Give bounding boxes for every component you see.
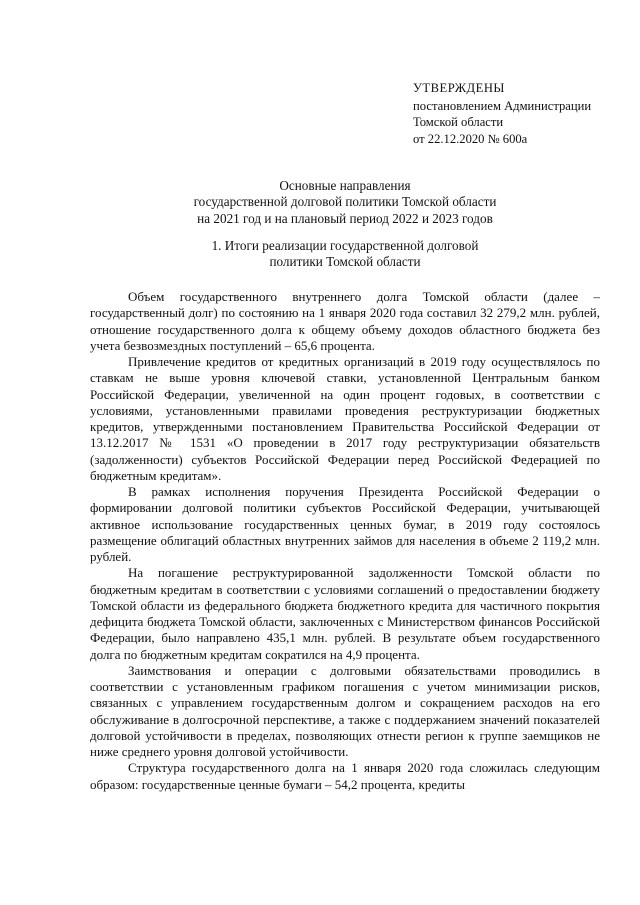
title-line: на 2021 год и на плановый период 2022 и 2023 годов xyxy=(197,210,493,226)
paragraph: Объем государственного внутреннего долга Томской области (далее – государственный долг) по состоянию на 1 января 2020 года составил 32 279,2 млн. рублей, отношение государственного долга к общему объему доходов областного бюджета без учета безвозмездных поступлений – 65,6 процента. xyxy=(90,289,600,353)
paragraph: Привлечение кредитов от кредитных организаций в 2019 году осуществлялось по ставкам не выше уровня ключевой ставки, установленной Центральным банком Российской Федерации, увеличенной на один процент годовых, в соответствии с условиями, установленными правилами проведения реструктуризации бюджетных кредитов, утвержденными постановлением Правительства Российской Федерации от 13.12.2017 № 1531 «О проведении в 2017 году реструктуризации обязательств (задолженности) субъектов Российской Федерации перед Российской Федерацией по бюджетным кредитам». xyxy=(90,354,600,483)
paragraph: Структура государственного долга на 1 января 2020 года сложилась следующим образом: государственные ценные бумаги – 54,2 процента, кредиты xyxy=(90,760,600,792)
section-heading-line: 1. Итоги реализации государственной долговой xyxy=(211,238,479,253)
section-heading xyxy=(90,238,600,271)
title-line: Основные направления xyxy=(279,178,411,193)
approval-header: УТВЕРЖДЕНЫ xyxy=(413,81,505,95)
paragraph: Заимствования и операции с долговыми обязательствами проводились в соответствии с установленным графиком погашения с учетом минимизации рисков, связанных с управлением государственным долгом и сокращением расходов на его обслуживание в долгосрочной перспективе, а также с поддержанием значений показателей долговой устойчивости в пределах, позволяющих отнести регион к группе заемщиков не ниже среднего уровня долговой устойчивости. xyxy=(90,662,600,759)
approval-line: от 22.12.2020 № 600а xyxy=(413,131,528,146)
paragraph: На погашение реструктурированной задолженности Томской области по бюджетным кредитам в соответствии с условиями соглашений о предоставлении бюджету Томской области из федерального бюджета бюджетного кредита для частичного покрытия дефицита бюджета Томской области, заключенных с Министерством финансов Российской Федерации, было направлено 435,1 млн. рублей. В результате объем государственного долга по бюджетным кредитам сократился на 4,9 процента. xyxy=(90,565,600,662)
section-heading-line: политики Томской области xyxy=(269,254,421,270)
document-title xyxy=(90,178,600,227)
paragraph: В рамках исполнения поручения Президента Российской Федерации о формировании долговой политики субъектов Российской Федерации, учитывающей активное использование государственных ценных бумаг, в 2019 году состоялось размещение облигаций областных внутренних займов для населения в объеме 2 119,2 млн. рублей. xyxy=(90,484,600,564)
approval-line: постановлением Администрации xyxy=(413,98,592,113)
approval-line: Томской области xyxy=(413,115,504,129)
title-line: государственной долговой политики Томской области xyxy=(193,194,497,210)
document-body xyxy=(90,289,600,793)
approval-block xyxy=(413,80,628,147)
